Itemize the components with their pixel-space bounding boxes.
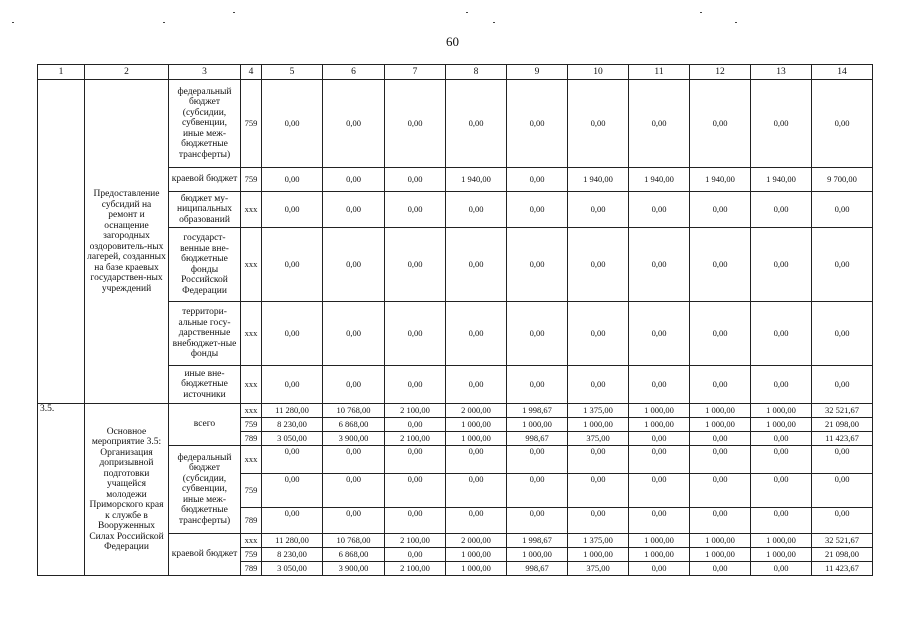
measure-name: Основное мероприятие 3.5: Организация допризывной подготовки учащейся молодежи Приморского края к службе в Вооруженных Силах Российской Федерации xyxy=(85,404,169,576)
column-header: 13 xyxy=(751,65,812,80)
value-cell: 1 998,67 xyxy=(507,404,568,418)
value-cell: 0,00 xyxy=(323,228,385,302)
value-cell: 0,00 xyxy=(629,302,690,366)
funding-source: краевой бюджет xyxy=(169,168,241,192)
value-cell: 0,00 xyxy=(385,302,446,366)
budget-code: xxx xyxy=(241,302,262,366)
budget-code: 759 xyxy=(241,548,262,562)
value-cell: 0,00 xyxy=(690,562,751,576)
value-cell: 0,00 xyxy=(751,228,812,302)
value-cell: 0,00 xyxy=(629,366,690,404)
value-cell: 0,00 xyxy=(629,508,690,534)
value-cell: 3 900,00 xyxy=(323,562,385,576)
value-cell: 0,00 xyxy=(629,446,690,474)
column-header: 4 xyxy=(241,65,262,80)
value-cell: 0,00 xyxy=(446,302,507,366)
budget-table xyxy=(37,64,873,576)
value-cell: 10 768,00 xyxy=(323,404,385,418)
value-cell: 0,00 xyxy=(507,366,568,404)
value-cell: 0,00 xyxy=(262,508,323,534)
value-cell: 0,00 xyxy=(629,192,690,228)
budget-code: xxx xyxy=(241,192,262,228)
table-row xyxy=(38,404,873,418)
value-cell: 1 000,00 xyxy=(690,418,751,432)
budget-code: xxx xyxy=(241,228,262,302)
budget-code: xxx xyxy=(241,446,262,474)
value-cell: 0,00 xyxy=(262,474,323,508)
value-cell: 9 700,00 xyxy=(812,168,873,192)
value-cell: 1 000,00 xyxy=(629,548,690,562)
value-cell: 0,00 xyxy=(507,192,568,228)
value-cell: 0,00 xyxy=(262,80,323,168)
column-header: 1 xyxy=(38,65,85,80)
value-cell: 0,00 xyxy=(690,192,751,228)
measure-name: Предоставление субсидий на ремонт и оснащение загородных оздоровитель-ных лагерей, созданных на базе краевых государствен-ных учреждений xyxy=(85,80,169,404)
value-cell: 0,00 xyxy=(690,508,751,534)
value-cell: 1 000,00 xyxy=(629,404,690,418)
row-number xyxy=(38,80,85,404)
value-cell: 998,67 xyxy=(507,562,568,576)
value-cell: 0,00 xyxy=(385,366,446,404)
value-cell: 0,00 xyxy=(751,302,812,366)
value-cell: 0,00 xyxy=(690,302,751,366)
value-cell: 1 375,00 xyxy=(568,534,629,548)
table-row xyxy=(38,80,873,168)
value-cell: 0,00 xyxy=(751,432,812,446)
value-cell: 1 940,00 xyxy=(568,168,629,192)
value-cell: 0,00 xyxy=(507,80,568,168)
value-cell: 0,00 xyxy=(385,548,446,562)
value-cell: 0,00 xyxy=(323,168,385,192)
value-cell: 0,00 xyxy=(446,228,507,302)
value-cell: 0,00 xyxy=(507,446,568,474)
value-cell: 998,67 xyxy=(507,432,568,446)
value-cell: 1 000,00 xyxy=(690,404,751,418)
value-cell: 1 000,00 xyxy=(446,432,507,446)
value-cell: 0,00 xyxy=(812,192,873,228)
column-header: 10 xyxy=(568,65,629,80)
value-cell: 0,00 xyxy=(751,192,812,228)
column-header: 14 xyxy=(812,65,873,80)
value-cell: 3 900,00 xyxy=(323,432,385,446)
column-header: 2 xyxy=(85,65,169,80)
value-cell: 0,00 xyxy=(751,474,812,508)
value-cell: 0,00 xyxy=(812,80,873,168)
budget-code: 789 xyxy=(241,432,262,446)
value-cell: 0,00 xyxy=(812,366,873,404)
value-cell: 0,00 xyxy=(446,446,507,474)
value-cell: 0,00 xyxy=(629,474,690,508)
value-cell: 1 000,00 xyxy=(446,548,507,562)
value-cell: 32 521,67 xyxy=(812,404,873,418)
value-cell: 0,00 xyxy=(507,228,568,302)
column-header: 7 xyxy=(385,65,446,80)
value-cell: 0,00 xyxy=(507,302,568,366)
value-cell: 6 868,00 xyxy=(323,548,385,562)
value-cell: 1 940,00 xyxy=(629,168,690,192)
value-cell: 1 000,00 xyxy=(507,418,568,432)
row-number: 3.5. xyxy=(38,404,85,576)
value-cell: 0,00 xyxy=(629,562,690,576)
value-cell: 0,00 xyxy=(812,446,873,474)
value-cell: 0,00 xyxy=(690,432,751,446)
value-cell: 6 868,00 xyxy=(323,418,385,432)
value-cell: 0,00 xyxy=(751,508,812,534)
funding-source: федеральный бюджет (субсидии, субвенции, иные меж-бюджетные трансферты) xyxy=(169,80,241,168)
funding-source: территори-альные госу-дарственные внебюджет-ные фонды xyxy=(169,302,241,366)
value-cell: 0,00 xyxy=(568,366,629,404)
value-cell: 0,00 xyxy=(323,446,385,474)
budget-code: xxx xyxy=(241,366,262,404)
value-cell: 0,00 xyxy=(385,508,446,534)
budget-code: 789 xyxy=(241,562,262,576)
value-cell: 1 000,00 xyxy=(751,534,812,548)
budget-code: 759 xyxy=(241,474,262,508)
value-cell: 0,00 xyxy=(446,366,507,404)
value-cell: 0,00 xyxy=(812,508,873,534)
value-cell: 0,00 xyxy=(812,474,873,508)
value-cell: 0,00 xyxy=(507,474,568,508)
value-cell: 0,00 xyxy=(507,168,568,192)
value-cell: 0,00 xyxy=(323,80,385,168)
value-cell: 0,00 xyxy=(507,508,568,534)
column-header: 5 xyxy=(262,65,323,80)
value-cell: 375,00 xyxy=(568,432,629,446)
value-cell: 0,00 xyxy=(751,446,812,474)
value-cell: 0,00 xyxy=(385,418,446,432)
column-header: 12 xyxy=(690,65,751,80)
value-cell: 0,00 xyxy=(568,474,629,508)
header-row xyxy=(38,65,873,80)
value-cell: 2 000,00 xyxy=(446,534,507,548)
budget-code: 789 xyxy=(241,508,262,534)
value-cell: 10 768,00 xyxy=(323,534,385,548)
budget-code: xxx xyxy=(241,534,262,548)
value-cell: 0,00 xyxy=(568,192,629,228)
value-cell: 1 000,00 xyxy=(446,562,507,576)
value-cell: 0,00 xyxy=(751,80,812,168)
value-cell: 0,00 xyxy=(262,302,323,366)
value-cell: 1 000,00 xyxy=(690,548,751,562)
value-cell: 1 000,00 xyxy=(507,548,568,562)
table-body xyxy=(38,65,873,576)
value-cell: 0,00 xyxy=(690,446,751,474)
value-cell: 0,00 xyxy=(262,168,323,192)
funding-source: государст-венные вне-бюджетные фонды Российской Федерации xyxy=(169,228,241,302)
value-cell: 0,00 xyxy=(446,474,507,508)
value-cell: 0,00 xyxy=(812,228,873,302)
value-cell: 0,00 xyxy=(323,366,385,404)
value-cell: 0,00 xyxy=(568,302,629,366)
value-cell: 375,00 xyxy=(568,562,629,576)
value-cell: 1 000,00 xyxy=(751,418,812,432)
value-cell: 0,00 xyxy=(262,446,323,474)
value-cell: 2 100,00 xyxy=(385,404,446,418)
value-cell: 0,00 xyxy=(812,302,873,366)
value-cell: 11 423,67 xyxy=(812,562,873,576)
value-cell: 1 000,00 xyxy=(568,548,629,562)
value-cell: 2 100,00 xyxy=(385,432,446,446)
value-cell: 0,00 xyxy=(568,508,629,534)
page-number: 60 xyxy=(446,34,459,49)
value-cell: 1 000,00 xyxy=(751,404,812,418)
value-cell: 0,00 xyxy=(568,446,629,474)
budget-code: 759 xyxy=(241,80,262,168)
value-cell: 21 098,00 xyxy=(812,418,873,432)
value-cell: 0,00 xyxy=(751,562,812,576)
value-cell: 0,00 xyxy=(751,366,812,404)
value-cell: 0,00 xyxy=(262,366,323,404)
column-header: 11 xyxy=(629,65,690,80)
value-cell: 0,00 xyxy=(690,366,751,404)
value-cell: 1 000,00 xyxy=(690,534,751,548)
value-cell: 1 000,00 xyxy=(629,534,690,548)
value-cell: 2 100,00 xyxy=(385,534,446,548)
value-cell: 0,00 xyxy=(385,192,446,228)
value-cell: 11 280,00 xyxy=(262,404,323,418)
value-cell: 0,00 xyxy=(629,432,690,446)
value-cell: 0,00 xyxy=(446,508,507,534)
value-cell: 2 100,00 xyxy=(385,562,446,576)
funding-source: иные вне-бюджетные источники xyxy=(169,366,241,404)
value-cell: 0,00 xyxy=(629,228,690,302)
value-cell: 0,00 xyxy=(385,80,446,168)
value-cell: 0,00 xyxy=(323,192,385,228)
column-header: 9 xyxy=(507,65,568,80)
value-cell: 0,00 xyxy=(323,508,385,534)
value-cell: 0,00 xyxy=(385,446,446,474)
value-cell: 0,00 xyxy=(385,228,446,302)
value-cell: 3 050,00 xyxy=(262,562,323,576)
column-header: 8 xyxy=(446,65,507,80)
value-cell: 8 230,00 xyxy=(262,418,323,432)
budget-code: 759 xyxy=(241,418,262,432)
federal-budget-label: федеральный бюджет (субсидии, субвенции, иные меж-бюджетные трансферты) xyxy=(169,446,241,534)
value-cell: 0,00 xyxy=(629,80,690,168)
regional-budget-label: краевой бюджет xyxy=(169,534,241,576)
value-cell: 0,00 xyxy=(446,192,507,228)
value-cell: 1 940,00 xyxy=(751,168,812,192)
total-label: всего xyxy=(169,404,241,446)
value-cell: 21 098,00 xyxy=(812,548,873,562)
value-cell: 0,00 xyxy=(690,474,751,508)
value-cell: 1 000,00 xyxy=(446,418,507,432)
budget-code: xxx xyxy=(241,404,262,418)
value-cell: 0,00 xyxy=(446,80,507,168)
value-cell: 1 000,00 xyxy=(568,418,629,432)
funding-source: бюджет му-ниципальных образований xyxy=(169,192,241,228)
budget-code: 759 xyxy=(241,168,262,192)
value-cell: 0,00 xyxy=(690,80,751,168)
value-cell: 11 423,67 xyxy=(812,432,873,446)
value-cell: 0,00 xyxy=(262,228,323,302)
column-header: 3 xyxy=(169,65,241,80)
value-cell: 1 000,00 xyxy=(751,548,812,562)
value-cell: 0,00 xyxy=(323,302,385,366)
value-cell: 1 940,00 xyxy=(446,168,507,192)
value-cell: 3 050,00 xyxy=(262,432,323,446)
value-cell: 11 280,00 xyxy=(262,534,323,548)
value-cell: 8 230,00 xyxy=(262,548,323,562)
value-cell: 0,00 xyxy=(568,228,629,302)
value-cell: 1 940,00 xyxy=(690,168,751,192)
value-cell: 0,00 xyxy=(262,192,323,228)
column-header: 6 xyxy=(323,65,385,80)
value-cell: 0,00 xyxy=(323,474,385,508)
value-cell: 32 521,67 xyxy=(812,534,873,548)
value-cell: 0,00 xyxy=(385,474,446,508)
value-cell: 0,00 xyxy=(385,168,446,192)
value-cell: 1 998,67 xyxy=(507,534,568,548)
value-cell: 1 000,00 xyxy=(629,418,690,432)
value-cell: 2 000,00 xyxy=(446,404,507,418)
value-cell: 0,00 xyxy=(568,80,629,168)
value-cell: 1 375,00 xyxy=(568,404,629,418)
value-cell: 0,00 xyxy=(690,228,751,302)
